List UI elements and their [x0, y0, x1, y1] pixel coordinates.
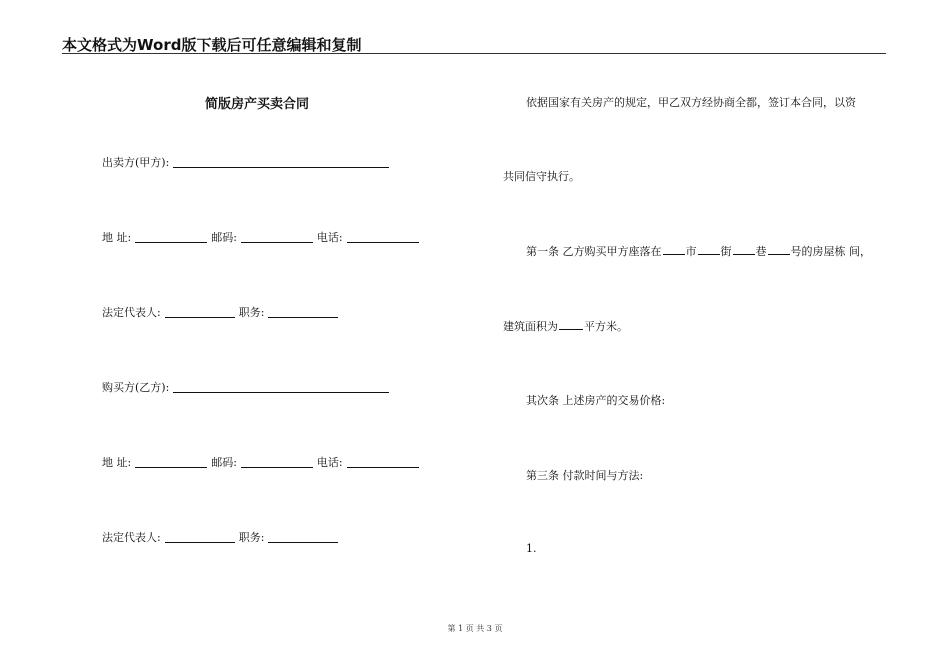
rep-label: 法定代表人:	[102, 306, 161, 319]
number-blank[interactable]	[768, 243, 790, 255]
rep2-blank[interactable]	[165, 530, 235, 543]
position-blank[interactable]	[268, 305, 338, 318]
area-blank[interactable]	[559, 318, 583, 330]
list-item-1: 1.	[526, 542, 537, 555]
seller-rep-line	[102, 304, 342, 320]
header-divider	[62, 53, 886, 54]
buyer-address-line	[102, 454, 423, 470]
phone2-label: 电话:	[316, 456, 343, 469]
article-3: 第三条 付款时间与方法:	[526, 469, 644, 482]
address-label: 地 址:	[102, 231, 132, 244]
city-blank[interactable]	[663, 243, 685, 255]
preamble-line-2: 共同信守执行。	[503, 170, 580, 183]
page-footer: 第 1 页 共 3 页	[447, 624, 503, 633]
street-blank[interactable]	[698, 243, 720, 255]
article-1-text-e: 号的房屋栋 间，	[790, 245, 871, 258]
article-1-text-c: 街	[720, 245, 732, 258]
article-1-area-text: 建筑面积为	[503, 320, 558, 333]
position-label: 职务:	[238, 306, 265, 319]
buyer-label: 购买方(乙方):	[102, 381, 170, 394]
phone2-blank[interactable]	[347, 455, 419, 468]
buyer-rep-line	[102, 529, 342, 545]
document-title: 简版房产买卖合同	[205, 97, 310, 112]
article-1-text-d: 巷	[755, 245, 767, 258]
buyer-line	[102, 379, 393, 395]
article-1-area-unit: 平方米。	[584, 320, 628, 333]
position2-label: 职务:	[238, 531, 265, 544]
postcode-label: 邮码:	[211, 231, 237, 244]
article-1-text-b: 市	[685, 245, 697, 258]
buyer-blank[interactable]	[173, 380, 389, 393]
article-2: 其次条 上述房产的交易价格:	[526, 394, 666, 407]
seller-line	[102, 154, 393, 170]
seller-blank[interactable]	[173, 155, 389, 168]
postcode2-label: 邮码:	[211, 456, 237, 469]
rep2-label: 法定代表人:	[102, 531, 161, 544]
page-header: 本文格式为Word版下载后可任意编辑和复制	[62, 36, 362, 54]
postcode-blank[interactable]	[241, 230, 313, 243]
lane-blank[interactable]	[733, 243, 755, 255]
article-1-line-1	[526, 243, 871, 259]
phone-blank[interactable]	[347, 230, 419, 243]
phone-label: 电话:	[316, 231, 343, 244]
address2-blank[interactable]	[135, 455, 207, 468]
article-1-text-a: 第一条 乙方购买甲方座落在	[526, 245, 662, 258]
seller-label: 出卖方(甲方):	[102, 156, 170, 169]
address2-label: 地 址:	[102, 456, 132, 469]
address-blank[interactable]	[135, 230, 207, 243]
preamble-line-1: 依据国家有关房产的规定，甲乙双方经协商全都，签订本合同，以资	[526, 96, 856, 109]
position2-blank[interactable]	[268, 530, 338, 543]
seller-address-line	[102, 229, 423, 245]
article-1-line-2	[503, 318, 628, 334]
rep-blank[interactable]	[165, 305, 235, 318]
postcode2-blank[interactable]	[241, 455, 313, 468]
